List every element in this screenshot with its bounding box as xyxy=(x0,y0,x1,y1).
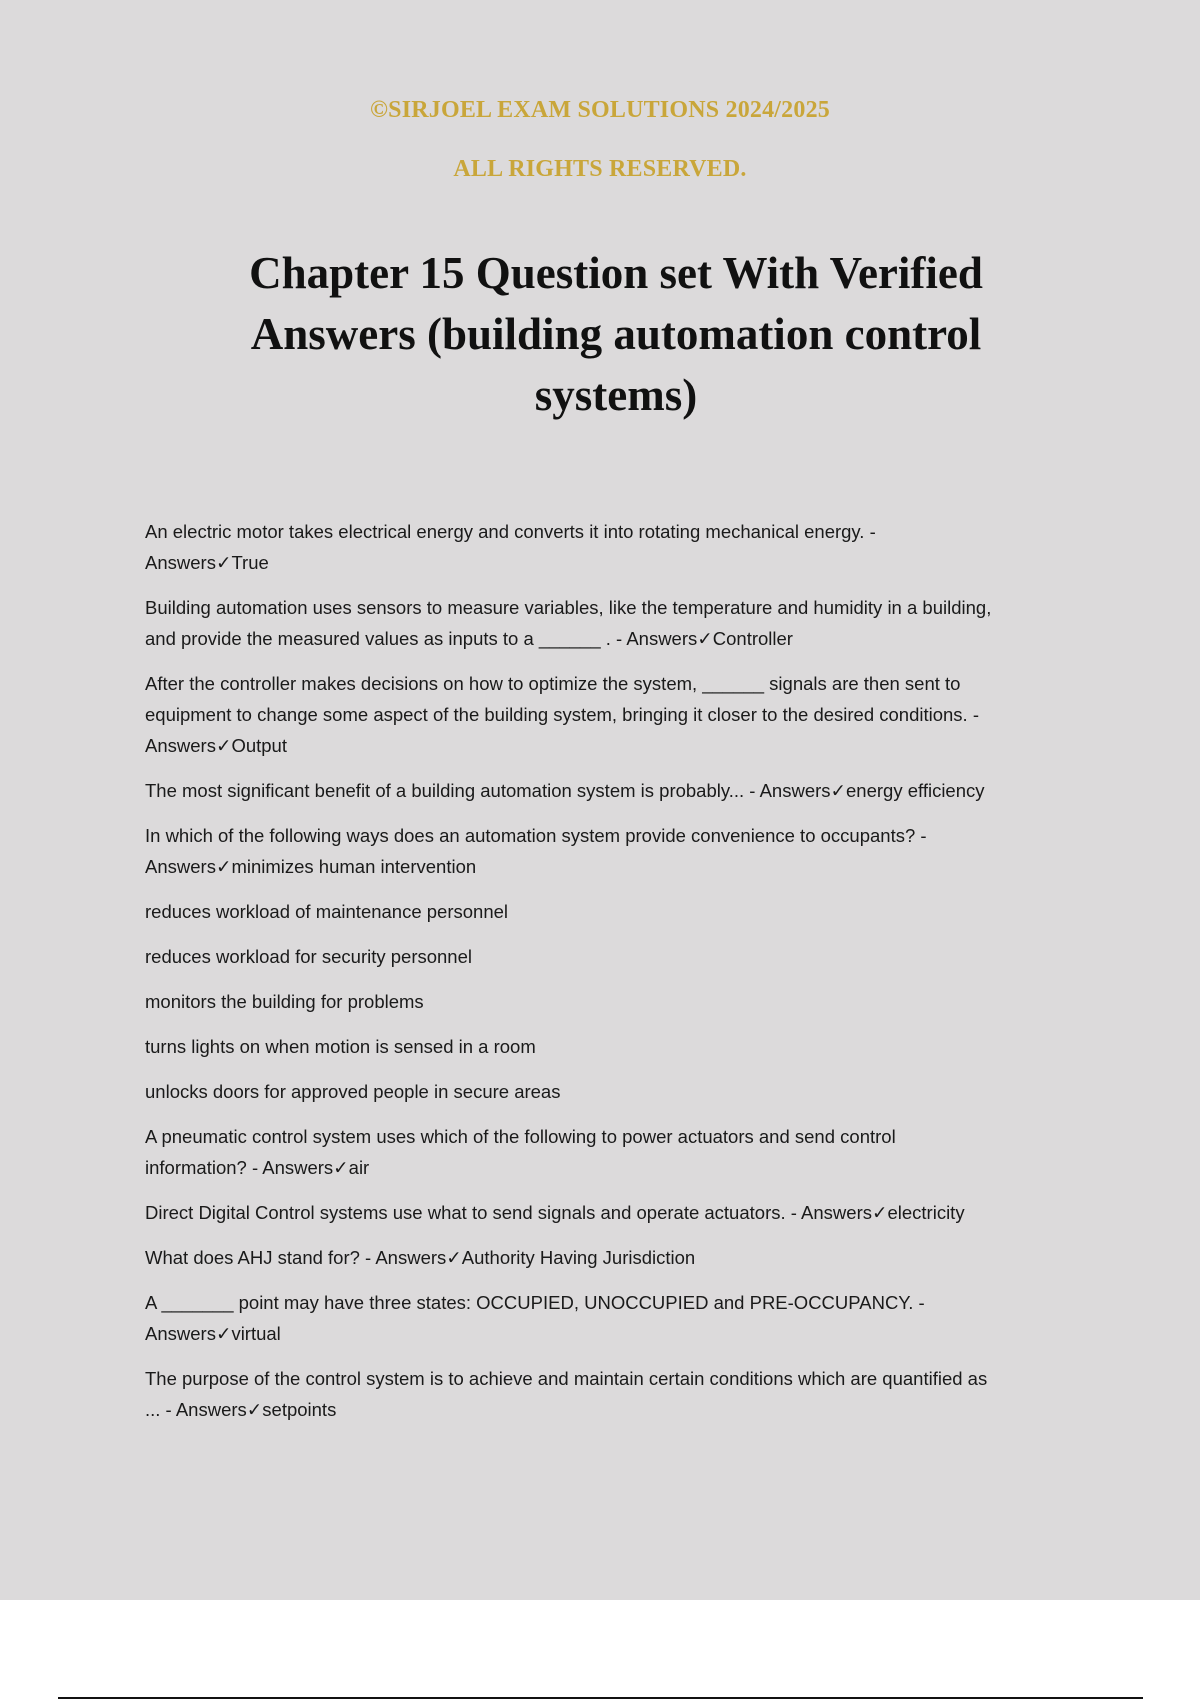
qa-line: After the controller makes decisions on how to optimize the system, ______ signals are then sent to xyxy=(145,673,961,694)
qa-line: reduces workload of maintenance personnel xyxy=(145,901,509,922)
qa-item xyxy=(145,1076,1090,1107)
qa-line: ... - Answers✓setpoints xyxy=(145,1399,337,1420)
qa-item xyxy=(145,820,1090,882)
qa-line: In which of the following ways does an automation system provide convenience to occupants? - xyxy=(145,825,927,846)
qa-item xyxy=(145,896,1090,927)
qa-item xyxy=(145,1197,1090,1228)
rights-reserved-header: ALL RIGHTS RESERVED. xyxy=(453,156,747,182)
qa-line: Direct Digital Control systems use what to send signals and operate actuators. - Answers✓electricity xyxy=(145,1202,965,1223)
title-line: systems) xyxy=(534,370,698,420)
qa-item xyxy=(145,986,1090,1017)
qa-item xyxy=(145,1287,1090,1349)
qa-line: The purpose of the control system is to achieve and maintain certain conditions which are quantified as xyxy=(145,1368,988,1389)
qa-item xyxy=(145,941,1090,972)
qa-line: Answers✓virtual xyxy=(145,1323,281,1344)
qa-line: The most significant benefit of a building automation system is probably... - Answers✓energy efficiency xyxy=(145,780,985,801)
qa-item xyxy=(145,516,1090,578)
title-line: Answers (building automation control xyxy=(250,309,982,359)
qa-line: An electric motor takes electrical energy and converts it into rotating mechanical energy. - xyxy=(145,521,876,542)
qa-line: A pneumatic control system uses which of the following to power actuators and send control xyxy=(145,1126,896,1147)
qa-item xyxy=(145,1242,1090,1273)
qa-item xyxy=(145,1363,1090,1425)
copyright-header: ©SIRJOEL EXAM SOLUTIONS 2024/2025 xyxy=(370,97,830,123)
qa-line: Building automation uses sensors to measure variables, like the temperature and humidity in a building, xyxy=(145,597,992,618)
qa-item xyxy=(145,668,1090,761)
qa-item xyxy=(145,1031,1090,1062)
qa-item xyxy=(145,1121,1090,1183)
qa-line: monitors the building for problems xyxy=(145,991,424,1012)
footer-divider xyxy=(58,1697,1143,1699)
qa-item xyxy=(145,592,1090,654)
qa-item xyxy=(145,775,1090,806)
qa-line: A _______ point may have three states: OCCUPIED, UNOCCUPIED and PRE-OCCUPANCY. - xyxy=(145,1292,925,1313)
qa-line: and provide the measured values as inputs to a ______ . - Answers✓Controller xyxy=(145,628,793,649)
qa-line: Answers✓minimizes human intervention xyxy=(145,856,477,877)
qa-line: Answers✓Output xyxy=(145,735,287,756)
qa-line: equipment to change some aspect of the building system, bringing it closer to the desired conditions. - xyxy=(145,704,979,725)
qa-line: information? - Answers✓air xyxy=(145,1157,370,1178)
qa-line: turns lights on when motion is sensed in a room xyxy=(145,1036,536,1057)
qa-line: What does AHJ stand for? - Answers✓Authority Having Jurisdiction xyxy=(145,1247,696,1268)
qa-line: unlocks doors for approved people in secure areas xyxy=(145,1081,561,1102)
question-list xyxy=(145,516,1090,1439)
title-line: Chapter 15 Question set With Verified xyxy=(249,248,983,298)
qa-line: reduces workload for security personnel xyxy=(145,946,472,967)
document-title xyxy=(150,243,1082,426)
qa-line: Answers✓True xyxy=(145,552,269,573)
